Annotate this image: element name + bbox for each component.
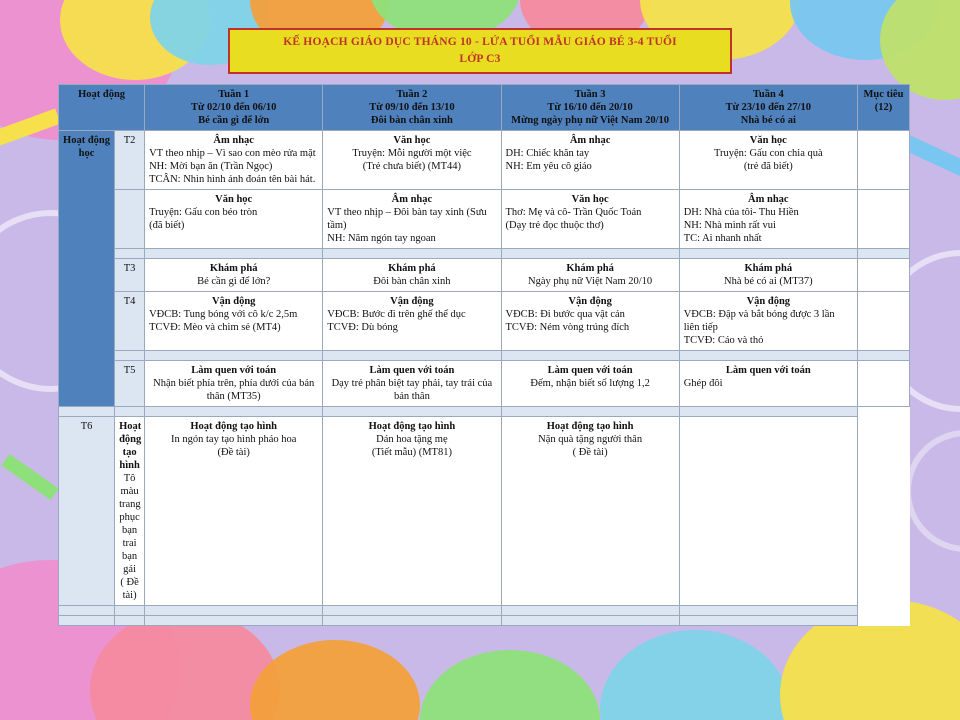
activity-cell (501, 190, 679, 249)
table-row (59, 131, 910, 190)
cell-line: Bé cần gì để lớn? (197, 276, 271, 287)
document-title-line2: LỚP C3 (459, 53, 501, 65)
cell-line: Tô màu trang phục bạn trai bạn gái (119, 473, 141, 575)
cell-line: TC: Ai nhanh nhất (683, 233, 762, 244)
activity-cell (679, 131, 857, 190)
header-week-1 (145, 85, 323, 131)
spacer-cell (679, 606, 857, 616)
spacer-cell (145, 351, 323, 361)
cell-line: Dán hoa tặng mẹ (376, 434, 448, 445)
spacer-cell (115, 249, 145, 259)
activity-cell (323, 292, 501, 351)
spacer-cell (323, 606, 501, 616)
activity-cell (501, 292, 679, 351)
cell-title: Làm quen với toán (547, 365, 633, 376)
cell-line: Ngày phụ nữ Việt Nam 20/10 (528, 276, 653, 287)
document-title (228, 28, 732, 74)
cell-line: NH: Năm ngón tay ngoan (327, 233, 436, 244)
activity-cell (145, 361, 323, 407)
activity-cell (679, 292, 857, 351)
activity-cell (145, 131, 323, 190)
cell-title: Hoạt động tạo hình (546, 421, 634, 432)
activity-cell (323, 417, 501, 606)
cell-title: Văn học (749, 135, 787, 146)
spacer-cell (501, 606, 679, 616)
spacer-cell (59, 616, 115, 626)
cell-title: Khám phá (566, 263, 614, 274)
activity-cell (323, 361, 501, 407)
cell-line: (Trẻ chưa biết) (MT44) (362, 161, 462, 172)
activity-cell (145, 417, 323, 606)
cell-title: Âm nhạc (213, 135, 254, 146)
activity-cell (145, 292, 323, 351)
day-cell: T2 (115, 131, 145, 190)
spacer-cell (501, 616, 679, 626)
week-4-theme: Nhà bé có ai (740, 115, 796, 126)
week-1-dates: Từ 02/10 đến 06/10 (191, 102, 277, 113)
cell-line: NH: Mời bạn ăn (Trần Ngọc) (149, 161, 273, 172)
cell-title: Âm nhạc (748, 194, 789, 205)
spacer-cell (115, 351, 145, 361)
cell-title: Khám phá (388, 263, 436, 274)
cell-line: Nhà bé có ai (MT37) (723, 276, 813, 287)
table-spacer-row (59, 606, 910, 616)
cell-line: ( Đề tài) (572, 447, 608, 458)
cell-line: ( Đề tài) (120, 577, 139, 601)
cell-line: VT theo nhịp – Vì sao con mèo rửa mặt (149, 148, 316, 159)
goal-cell (679, 417, 857, 606)
cell-line: Nặn quà tặng người thân (538, 434, 643, 445)
cell-title: Làm quen với toán (191, 365, 277, 376)
cell-line: TCVĐ: Cáo và thỏ (683, 335, 764, 346)
table-spacer-row (59, 351, 910, 361)
spacer-cell (323, 407, 501, 417)
table-row (59, 292, 910, 351)
cell-line: In ngón tay tạo hình pháo hoa (171, 434, 297, 445)
cell-line: Dạy trẻ phân biệt tay phải, tay trái của bản thân (331, 378, 493, 402)
cell-title: Văn học (393, 135, 431, 146)
cell-title: Hoạt động tạo hình (119, 421, 142, 471)
table-row (59, 361, 910, 407)
table-spacer-row (59, 249, 910, 259)
cell-line: DH: Nhà của tôi- Thu Hiền (683, 207, 799, 218)
goal-label: Mục tiêu (863, 89, 904, 100)
spacer-cell (323, 351, 501, 361)
spacer-cell (857, 249, 909, 259)
cell-line: Truyện: Gấu con chia quà (713, 148, 823, 159)
goal-count: (12) (874, 102, 893, 113)
cell-line: (trẻ đã biết) (743, 161, 793, 172)
day-cell: T6 (59, 417, 115, 606)
day-cell: T5 (115, 361, 145, 407)
cell-title: Làm quen với toán (725, 365, 811, 376)
education-plan-table (58, 84, 910, 626)
document-title-line1: KẾ HOẠCH GIÁO DỤC THÁNG 10 - LỨA TUỔI MẪU GIÁO BÉ 3-4 TUỔI (283, 36, 677, 48)
goal-cell (857, 190, 909, 249)
spacer-cell (857, 351, 909, 361)
cell-line: VĐCB: Tung bóng với cô k/c 2,5m (149, 309, 298, 320)
cell-line: Thơ: Mẹ và cô- Trần Quốc Toản (505, 207, 642, 218)
week-1-theme: Bé cần gì để lớn (198, 115, 270, 126)
header-goal (857, 85, 909, 131)
cell-title: Vận động (211, 296, 256, 307)
spacer-cell (59, 606, 115, 616)
cell-title: Âm nhạc (391, 194, 433, 205)
table-spacer-row (59, 616, 910, 626)
table-spacer-row (59, 407, 910, 417)
cell-line: Ghép đôi (683, 378, 723, 389)
cell-title: Văn học (571, 194, 609, 205)
table-header-row (59, 85, 910, 131)
cell-line: NH: Nhà mình rất vui (683, 220, 776, 231)
spacer-cell (115, 616, 145, 626)
activity-cell (679, 190, 857, 249)
spacer-cell (323, 249, 501, 259)
spacer-cell (59, 407, 115, 417)
day-cell: T4 (115, 292, 145, 351)
header-week-4 (679, 85, 857, 131)
cell-line: Đếm, nhận biết số lượng 1,2 (530, 378, 650, 389)
cell-title: Vận động (746, 296, 791, 307)
activity-cell (679, 361, 857, 407)
activity-cell (679, 259, 857, 292)
activity-cell (501, 259, 679, 292)
spacer-cell (501, 351, 679, 361)
goal-cell (857, 131, 909, 190)
spacer-cell (145, 606, 323, 616)
spacer-cell (679, 616, 857, 626)
activity-cell (323, 131, 501, 190)
activity-cell (115, 417, 145, 606)
week-4-name: Tuần 4 (752, 89, 784, 100)
day-cell (115, 190, 145, 249)
week-3-theme: Mừng ngày phụ nữ Việt Nam 20/10 (511, 115, 670, 126)
spacer-cell (501, 407, 679, 417)
spacer-cell (323, 616, 501, 626)
cell-line: Truyện: Mỗi người một việc (352, 148, 472, 159)
cell-title: Vận động (390, 296, 434, 307)
cell-line: (Tiết mẫu) (MT81) (371, 447, 452, 458)
spacer-cell (115, 606, 145, 616)
cell-line: VĐCB: Đập và bắt bóng được 3 lần liên tiếp (683, 309, 835, 333)
cell-line: (Dạy trẻ đọc thuộc thơ) (505, 220, 604, 231)
week-3-name: Tuần 3 (574, 89, 606, 100)
spacer-cell (679, 249, 857, 259)
spacer-cell (115, 407, 145, 417)
cell-title: Âm nhạc (569, 135, 611, 146)
cell-line: (Đề tài) (217, 447, 250, 458)
week-3-dates: Từ 16/10 đến 20/10 (547, 102, 633, 113)
week-2-theme: Đôi bàn chân xinh (370, 115, 453, 126)
cell-line: VĐCB: Đi bước qua vật cản (505, 309, 625, 320)
table-row (59, 417, 910, 606)
week-2-name: Tuần 2 (396, 89, 428, 100)
week-1-name: Tuần 1 (218, 89, 250, 100)
spacer-cell (145, 407, 323, 417)
cell-title: Vận động (568, 296, 612, 307)
activity-cell (323, 259, 501, 292)
side-label-hoat-dong-hoc: Hoạt động học (59, 131, 115, 407)
spacer-cell (145, 249, 323, 259)
header-week-3 (501, 85, 679, 131)
cell-line: Đôi bàn chân xinh (373, 276, 451, 287)
week-2-dates: Từ 09/10 đến 13/10 (369, 102, 455, 113)
cell-title: Khám phá (209, 263, 258, 274)
goal-cell (857, 292, 909, 351)
spacer-cell (501, 249, 679, 259)
goal-cell (857, 259, 909, 292)
cell-line: DH: Chiếc khăn tay (505, 148, 590, 159)
activity-cell (145, 259, 323, 292)
cell-line: TCVĐ: Dù bóng (327, 322, 398, 333)
cell-line: Nhận biết phía trên, phía dưới của bản thân (MT35) (153, 378, 315, 402)
header-activity: Hoạt động (59, 85, 145, 131)
week-4-dates: Từ 23/10 đến 27/10 (725, 102, 811, 113)
day-cell: T3 (115, 259, 145, 292)
spacer-cell (145, 616, 323, 626)
cell-title: Hoạt động tạo hình (368, 421, 456, 432)
activity-cell (501, 131, 679, 190)
cell-title: Văn học (215, 194, 253, 205)
cell-line: VĐCB: Bước đi trên ghế thể dục (327, 309, 466, 320)
activity-cell (501, 417, 679, 606)
cell-line: NH: Em yêu cô giáo (505, 161, 592, 172)
activity-cell (145, 190, 323, 249)
header-week-2 (323, 85, 501, 131)
cell-line: Truyện: Gấu con béo tròn (149, 207, 258, 218)
cell-title: Khám phá (744, 263, 793, 274)
cell-line: TCÂN: Nhìn hình ảnh đoán tên bài hát. (149, 174, 316, 185)
cell-title: Làm quen với toán (369, 365, 455, 376)
goal-cell (857, 361, 909, 407)
cell-line: VT theo nhịp – Đôi bàn tay xinh (Sưu tầm) (327, 207, 487, 231)
table-row (59, 190, 910, 249)
cell-line: TCVĐ: Mèo và chim sẻ (MT4) (149, 322, 281, 333)
activity-cell (323, 190, 501, 249)
cell-line: TCVĐ: Ném vòng trúng đích (505, 322, 630, 333)
spacer-cell (679, 351, 857, 361)
activity-cell (501, 361, 679, 407)
table-row (59, 259, 910, 292)
cell-title: Hoạt động tạo hình (190, 421, 278, 432)
spacer-cell (679, 407, 857, 417)
cell-line: (đã biết) (149, 220, 185, 231)
